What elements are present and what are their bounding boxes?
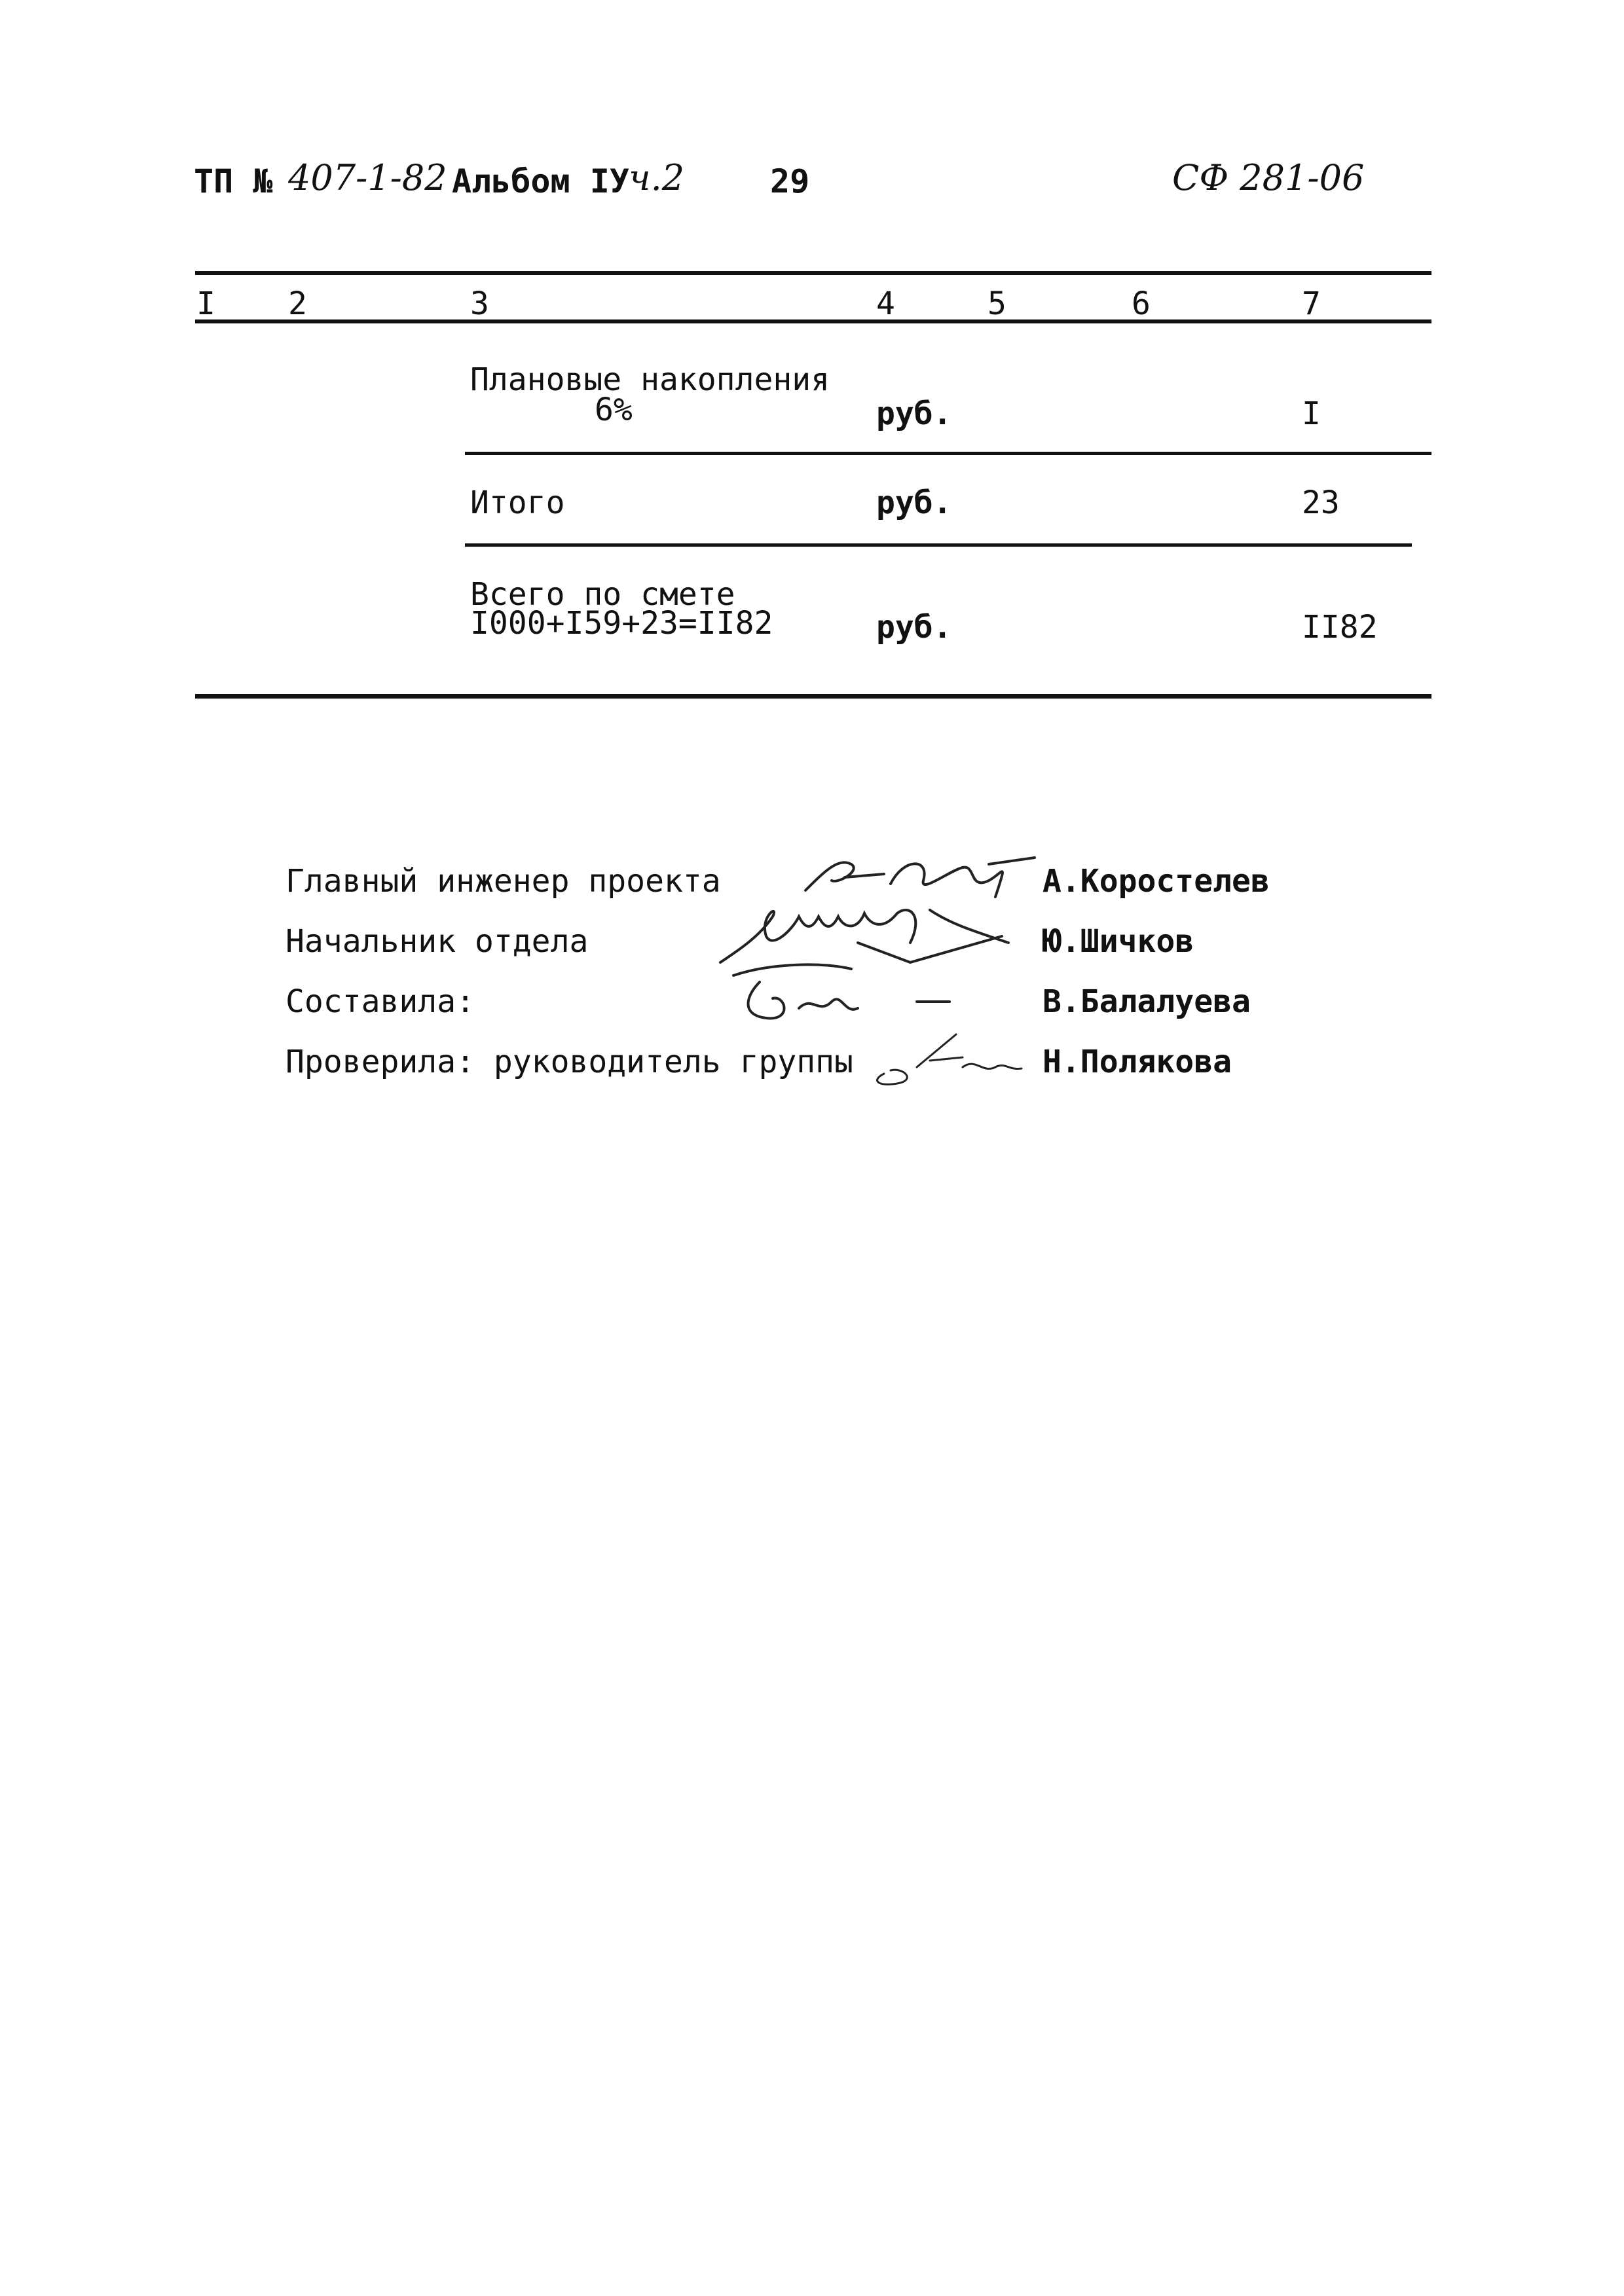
row-unit: руб. xyxy=(876,609,952,646)
row-unit: руб. xyxy=(876,395,952,432)
page-number: 29 xyxy=(770,162,810,200)
column-number: 3 xyxy=(470,285,489,322)
signatory-name: Ю.Шичков xyxy=(1043,923,1194,960)
row-name: Плановые накопления xyxy=(470,361,830,398)
row-name-detail: 6% xyxy=(595,392,633,428)
column-number: 5 xyxy=(987,285,1006,322)
signatory-role: Главный инженер проекта xyxy=(286,863,721,900)
series-label: ТП № xyxy=(194,162,273,200)
document-code: СФ 281-06 xyxy=(1172,157,1365,198)
table-top-rule xyxy=(195,271,1431,275)
row-divider xyxy=(465,543,1412,547)
column-number: 6 xyxy=(1132,285,1151,322)
signatory-role: Начальник отдела xyxy=(286,923,589,960)
row-name-detail: I000+I59+23=II82 xyxy=(470,605,773,642)
album-part: ч.2 xyxy=(629,157,685,198)
signatory-name: Н.Полякова xyxy=(1043,1044,1232,1080)
row-value: I xyxy=(1302,395,1321,432)
signature-balalueva xyxy=(720,956,969,1028)
table-bottom-rule xyxy=(195,694,1431,699)
signatory-role: Проверила: руководитель группы xyxy=(286,1044,853,1080)
row-value: 23 xyxy=(1302,484,1340,521)
row-value: II82 xyxy=(1302,609,1378,646)
row-name: Итого xyxy=(470,484,565,521)
row-divider xyxy=(465,452,1431,455)
column-number: I xyxy=(196,285,215,322)
signatory-name: В.Балалуева xyxy=(1043,983,1251,1020)
project-number: 407-1-82 xyxy=(288,157,447,198)
row-unit: руб. xyxy=(876,484,952,521)
signature-polyakova xyxy=(864,1021,1035,1093)
row-name: Всего по смете xyxy=(470,576,735,613)
signatory-name: А.Коростелев xyxy=(1043,863,1270,900)
column-number: 4 xyxy=(876,285,895,322)
signatory-role: Составила: xyxy=(286,983,475,1020)
album-label: Альбом IУ xyxy=(452,162,629,200)
column-header-rule xyxy=(195,319,1431,323)
column-number: 7 xyxy=(1302,285,1321,322)
column-number: 2 xyxy=(288,285,307,322)
